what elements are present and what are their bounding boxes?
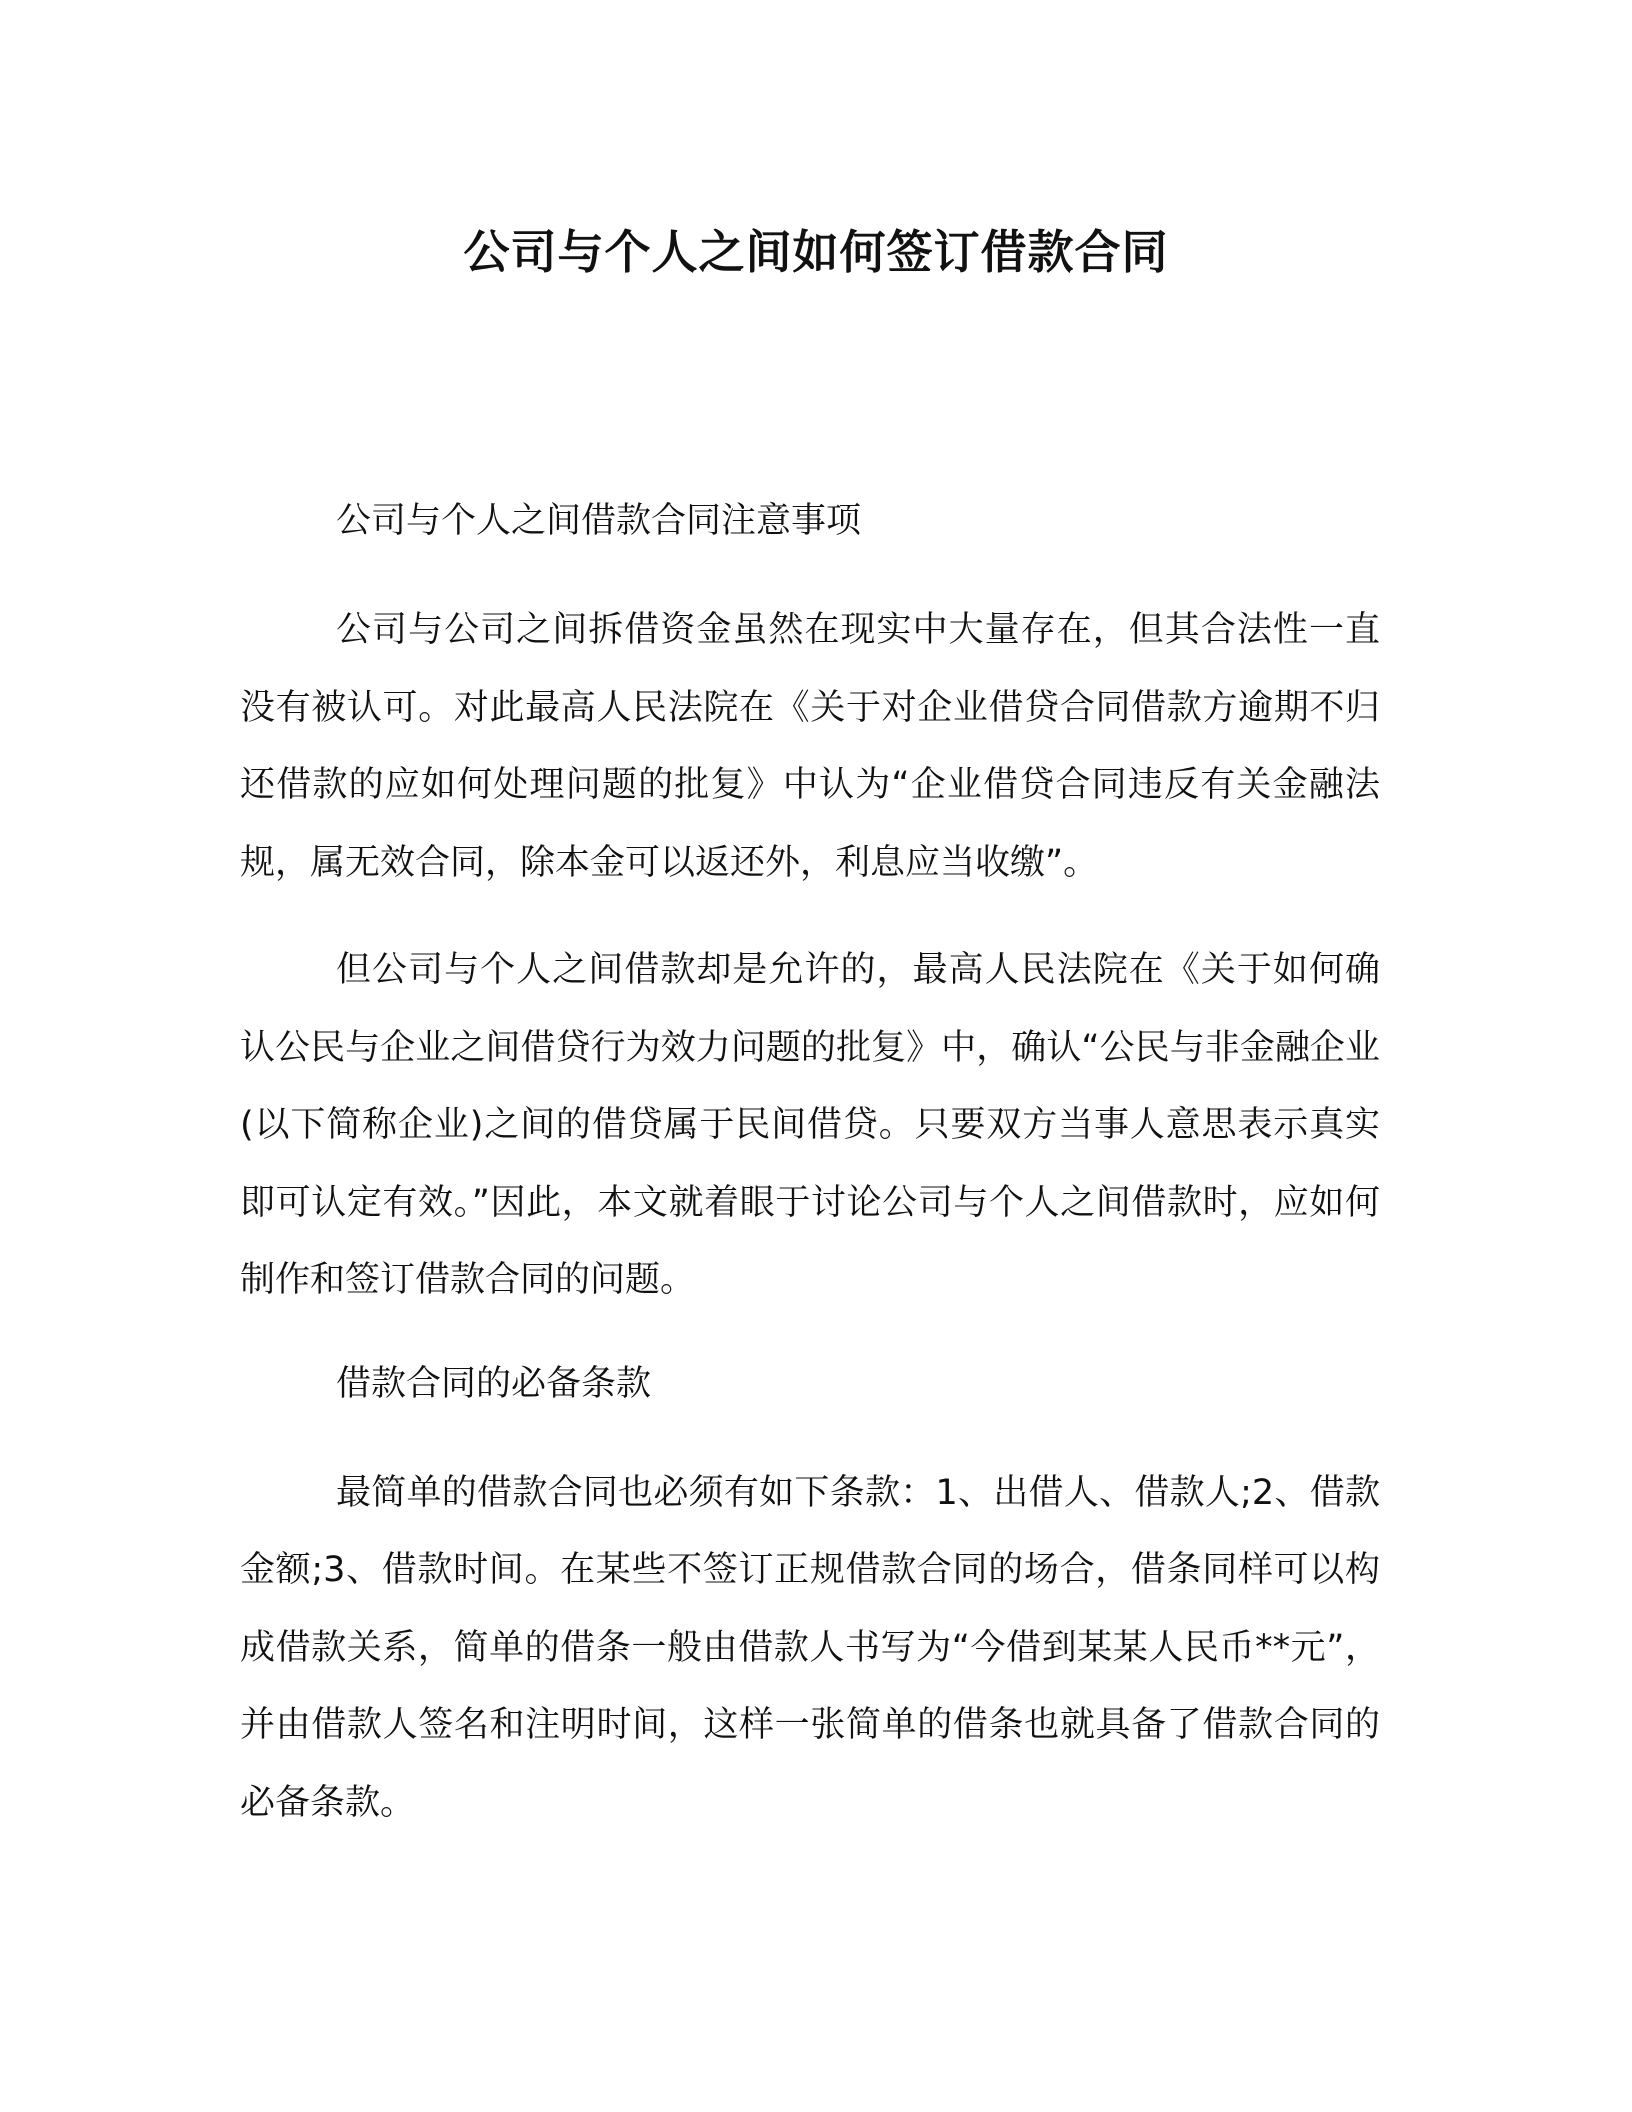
document-title: 公司与个人之间如何签订借款合同	[463, 225, 1169, 279]
paragraph-required-clauses: 最简单的借款合同也必须有如下条款：1、出借人、借款人;2、借款金额;3、借款时间。在某些不签订正规借款合同的场合，借条同样可以构成借款关系，简单的借条一般由借款人书写为“今借到某某人民币**元”，并由借款人签名和注明时间，这样一张简单的借条也就具备了借款合同的必备条款。	[240, 1472, 1380, 1823]
section-heading-notes: 公司与个人之间借款合同注意事项	[336, 501, 862, 541]
paragraph-company-individual-lending: 但公司与个人之间借款却是允许的，最高人民法院在《关于如何确认公民与企业之间借贷行为效力问题的批复》中，确认“公民与非金融企业(以下简称企业)之间的借贷属于民间借贷。只要双方当事人意思表示真实即可认定有效。”因此，本文就着眼于讨论公司与个人之间借款时，应如何制作和签订借款合同的问题。	[240, 950, 1380, 1300]
document-body	[240, 487, 1380, 1872]
paragraph-company-lending-legality: 公司与公司之间拆借资金虽然在现实中大量存在，但其合法性一直没有被认可。对此最高人民法院在《关于对企业借贷合同借款方逾期不归还借款的应如何处理问题的批复》中认为“企业借贷合同违反有关金融法规，属无效合同，除本金可以返还外，利息应当收缴”。	[240, 610, 1380, 883]
section-heading-required-clauses: 借款合同的必备条款	[336, 1363, 652, 1404]
